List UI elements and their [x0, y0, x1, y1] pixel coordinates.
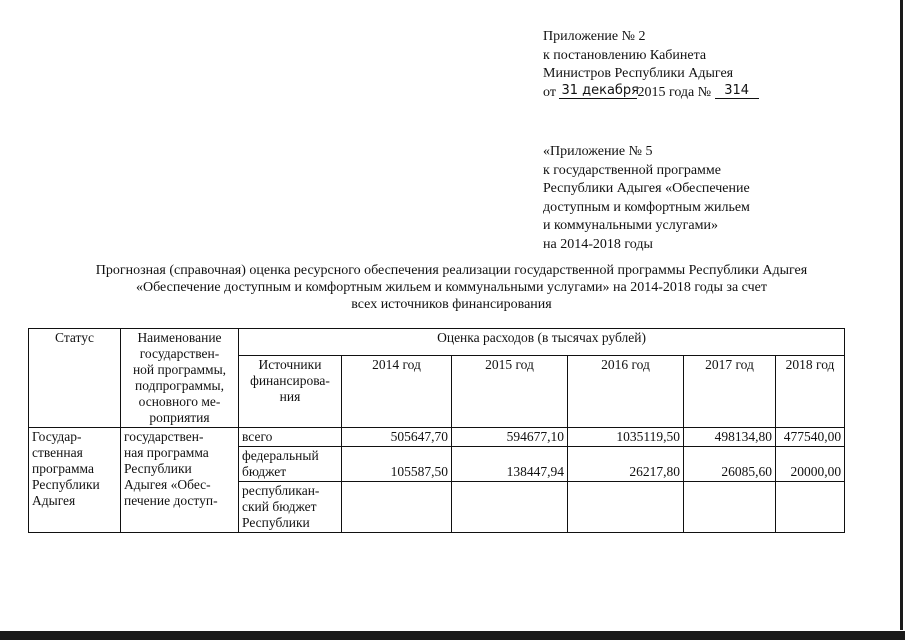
- value-republic-2017: [684, 482, 776, 533]
- appendix-reference: [543, 143, 803, 254]
- handwritten-number: 314: [715, 83, 759, 99]
- appendix-line-4: [543, 84, 793, 103]
- header-sources-line-3: ния: [279, 388, 301, 404]
- header-name: [121, 329, 239, 428]
- appendix-line-2: к постановлению Кабинета: [543, 47, 707, 63]
- document-title: [30, 262, 873, 313]
- appendix-ref-line-6: на 2014-2018 годы: [543, 236, 653, 252]
- value-federal-2016: 26217,80: [568, 447, 684, 482]
- value-republic-2016: [568, 482, 684, 533]
- program-name-line-3: Республики: [124, 461, 192, 476]
- header-sources: [239, 355, 342, 427]
- header-sources-line-1: Источники: [258, 356, 322, 372]
- source-republic: [239, 482, 342, 533]
- value-republic-2015: [452, 482, 568, 533]
- value-total-2017: 498134,80: [684, 428, 776, 447]
- appendix-line-1: Приложение № 2: [543, 29, 646, 44]
- table-header-row-1: [29, 329, 845, 356]
- appendix-header: [543, 28, 793, 102]
- title-line-2: «Обеспечение доступным и комфортным жильем и коммунальными услугами» на 2014-2018 годы за счет: [136, 280, 767, 295]
- header-name-line-6: роприятия: [149, 410, 210, 425]
- header-year-2017: 2017 год: [684, 355, 776, 427]
- value-total-2014: 505647,70: [342, 428, 452, 447]
- header-year-2015: 2015 год: [452, 355, 568, 427]
- value-republic-2014: [342, 482, 452, 533]
- header-name-line-3: ной программы,: [132, 362, 227, 377]
- program-name-line-5: печение доступ-: [124, 493, 218, 508]
- header-sources-line-2: финансирова-: [250, 372, 330, 388]
- program-name-cell: [121, 428, 239, 533]
- value-total-2015: 594677,10: [452, 428, 568, 447]
- header-year-2014: 2014 год: [342, 355, 452, 427]
- source-republic-line-1: республикан-: [242, 483, 320, 498]
- value-total-2016: 1035119,50: [568, 428, 684, 447]
- appendix-ref-line-5: и коммунальными услугами»: [543, 218, 718, 233]
- status-line-4: Республики: [32, 477, 100, 492]
- status-line-3: программа: [32, 461, 94, 476]
- source-total: всего: [239, 428, 342, 447]
- appendix-ref-line-4: доступным и комфортным жильем: [543, 199, 750, 215]
- header-status-label: Статус: [55, 330, 94, 345]
- appendix-date-prefix: от: [543, 84, 556, 100]
- value-republic-2018: [776, 482, 845, 533]
- header-year-2016: 2016 год: [568, 355, 684, 427]
- program-name-line-1: государствен-: [124, 429, 204, 444]
- status-cell: [29, 428, 121, 533]
- appendix-ref-line-2: к государственной программе: [543, 162, 721, 178]
- value-federal-2018: 20000,00: [776, 447, 845, 482]
- appendix-ref-line-1: «Приложение № 5: [543, 144, 653, 159]
- handwritten-date: 31 декабря: [561, 82, 640, 98]
- source-federal: [239, 447, 342, 482]
- header-name-line-1: Наименование: [137, 330, 222, 345]
- appendix-ref-line-3: Республики Адыгея «Обеспечение: [543, 181, 750, 196]
- header-name-line-2: государствен-: [139, 346, 220, 361]
- header-name-line-4: подпрограммы,: [135, 378, 224, 393]
- source-republic-line-2: ский бюджет: [242, 499, 317, 514]
- estimate-table: [28, 328, 845, 533]
- source-republic-line-3: Республики: [242, 515, 310, 530]
- header-estimate: [239, 329, 845, 356]
- value-federal-2014: 105587,50: [342, 447, 452, 482]
- appendix-year-number-label: 2015 года №: [637, 84, 712, 100]
- value-federal-2015: 138447,94: [452, 447, 568, 482]
- header-name-line-5: основного ме-: [138, 394, 221, 409]
- program-name-line-4: Адыгея «Обес-: [124, 477, 211, 492]
- table-row: [29, 428, 845, 447]
- appendix-line-3: Министров Республики Адыгея: [543, 66, 734, 81]
- header-year-2018: 2018 год: [776, 355, 845, 427]
- page-edge-right: [900, 0, 903, 630]
- status-line-2: ственная: [32, 445, 83, 460]
- title-line-1: Прогнозная (справочная) оценка ресурсного обеспечения реализации государственной программы Республики Адыгея: [95, 263, 808, 278]
- header-status: [29, 329, 121, 428]
- page-edge-bottom: [0, 631, 905, 640]
- value-federal-2017: 26085,60: [684, 447, 776, 482]
- header-estimate-label: Оценка расходов (в тысячах рублей): [437, 330, 646, 345]
- source-federal-line-1: федеральный: [242, 448, 319, 463]
- program-name-line-2: ная программа: [124, 445, 209, 460]
- source-federal-line-2: бюджет: [242, 464, 287, 479]
- status-line-1: Государ-: [32, 429, 82, 444]
- title-line-3: всех источников финансирования: [351, 297, 552, 312]
- status-line-5: Адыгея: [32, 493, 76, 508]
- value-total-2018: 477540,00: [776, 428, 845, 447]
